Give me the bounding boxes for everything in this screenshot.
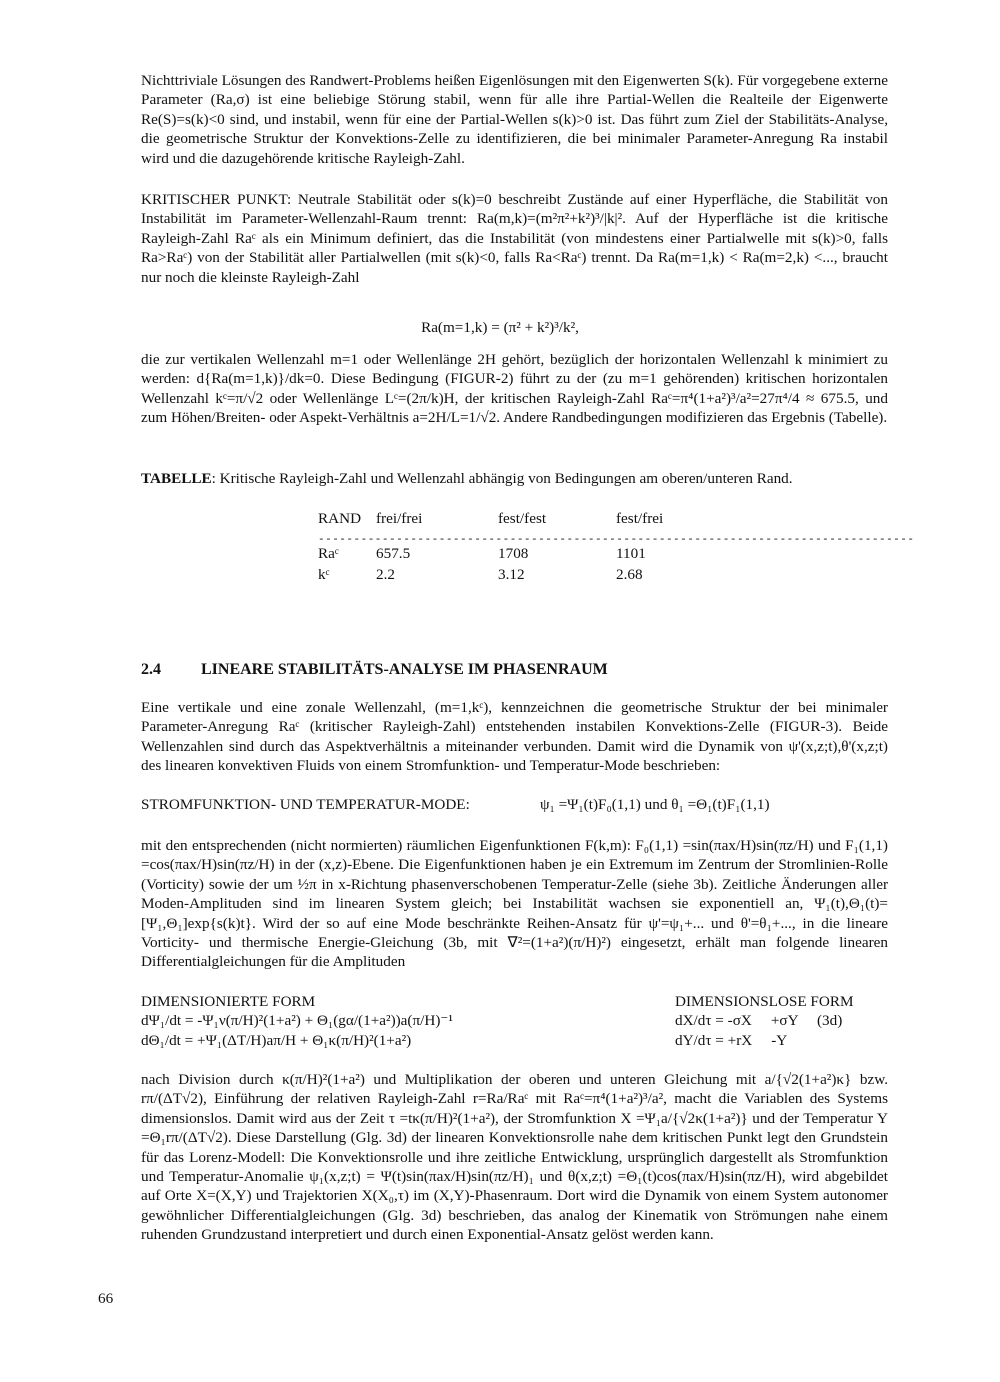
table-cell: 1708 (498, 544, 529, 562)
paragraph-text: die zur vertikalen Wellenzahl m=1 oder Wellenlänge 2H gehört, bezüglich der horizontalen Wellenzahl k minimiert zu werden: d{Ra(m=1,k)}/dk=0. Diese Bedingung (FIGUR-2) führt zu der (zu m=1 gehörenden) kritischen horizontalen Wellenzahl kᶜ=π/√2 oder Wellenlänge Lᶜ=(2π/k)H, der kritischen Rayleigh-Zahl Raᶜ=π⁴(1+a²)³/a²=27π⁴/4 ≈ 675.5, und zum Höhen/Breiten- oder Aspekt-Verhältnis a=2H/L=1/√2. Andere Randbedingungen modifizieren das Ergebnis (Tabelle). (141, 351, 888, 427)
paragraph-wavenumbers (141, 698, 888, 776)
paragraph-text: nach Division durch κ(π/H)²(1+a²) und Multiplikation der oberen und unteren Gleichung mit a/{√2(1+a²)κ} bzw. rπ/(ΔT√2), Einführung der relativen Rayleigh-Zahl r=Ra/Raᶜ mit Raᶜ=π⁴(1+a²)³/a², macht die Variablen des Systems dimensionslos. Damit wird aus der Zeit τ =tκ(π/H)²(1+a²), der Stromfunktion X =Ψ₁a/{√2κ(1+a²)} und der Temperatur Y =Θ₁rπ/(ΔT√2). Diese Darstellung (Glg. 3d) der linearen Konvektionsrolle nahe dem kritischen Punkt legt den Grundstein für das Lorenz-Modell: Die Konvektionsrolle und ihre zeitliche Entwicklung, ursprünglich dargestellt als Stromfunktion und Temperatur-Anomalie ψ₁(x,z;t) = Ψ(t)sin(πax/H)sin(πz/H)₁ und θ(x,z;t) =Θ₁(t)cos(πax/H)sin(πz/H), wird abgebildet auf Orte X=(X,Y) und Trajektorien X(X₀,τ) im (X,Y)-Phasenraum. Dort wird die Dynamik von einem System autonomer gewöhnlicher Differentialgleichungen (Glg. 3d) beschrieben, das analog der Kinematik von Strömungen nahe einem ruhenden Grundzustand interpretiert und durch einen Exponential-Ansatz gelöst werden kann. (141, 1071, 888, 1244)
table-cell: 657.5 (376, 544, 411, 562)
section-heading (141, 660, 608, 679)
paragraph-text: mit den entsprechenden (nicht normierten) räumlichen Eigenfunktionen F(k,m): F₀(1,1) =sin(πax/H)sin(πz/H) und F₁(1,1) =cos(πax/H)sin(πz/H) in der (x,z)-Ebene. Die Eigenfunktionen haben je ein Extremum im Zentrum der Stromlinien-Rolle (Vorticity) sowie der um ½π in x-Richtung phasenverschobenen Temperatur-Zelle (siehe 3b). Zeitliche Änderungen aller Moden-Amplituden sind im linearen System gleich; bei Instabilität wachsen sie exponentiell an, Ψ₁(t),Θ₁(t)= [Ψ₁,Θ₁]exp{s(k)t}. Wird der so auf eine Mode beschränkte Reihen-Ansatz für ψ'=ψ₁+... und θ'=θ₁+..., in die lineare Vorticity- und thermische Energie-Gleichung (3b, mit ∇²=(1+a²)(π/H)²) eingesetzt, erhält man folgende linearen Differentialgleichungen für die Amplituden (141, 837, 888, 971)
dimensionless-equation: dX/dτ = -σX +σY (3d) (675, 1012, 843, 1030)
paragraph-text: Nichttriviale Lösungen des Randwert-Problems heißen Eigenlösungen mit den Eigenwerten S(k). Für vorgegebene externe Parameter (Ra,σ) ist eine beliebige Störung stabil, wenn für alle ihre Partial-Wellen die Realteile der Eigenwerte Re(S)=s(k)<0 sind, und instabil, wenn für eine der Partial-Wellen s(k)>0 ist. Das führt zum Ziel der Stabilitäts-Analyse, die geometrische Struktur der Konvektions-Zelle zu identifizieren, die bei minimaler Parameter-Anregung Ra instabil wird und die dazugehörende kritische Rayleigh-Zahl. (141, 72, 888, 167)
table-header-cell: RAND (318, 509, 362, 527)
table-row (318, 564, 690, 585)
table-header-row (318, 508, 690, 529)
dimensional-equation: dΘ₁/dt = +Ψ₁(ΔT/H)aπ/H + Θ₁κ(π/H)²(1+a²) (141, 1031, 412, 1049)
paragraph-text: Eine vertikale und eine zonale Wellenzahl, (m=1,kᶜ), kennzeichnen die geometrische Struktur der bei minimaler Parameter-Anregung Raᶜ (kritischer Rayleigh-Zahl) entstehenden instabilen Konvektions-Zelle (FIGUR-3). Beide Wellenzahlen sind durch das Aspektverhältnis a miteinander verbunden. Damit wird die Dynamik von ψ'(x,z;t),θ'(x,z;t) des linearen konvektiven Fluids von einem Stromfunktion- und Temperatur-Mode beschrieben: (141, 699, 888, 775)
paragraph-eigenfunctions (141, 836, 888, 972)
table-cell: 1101 (616, 544, 646, 562)
table-cell: 2.2 (376, 565, 395, 583)
table-header-cell: frei/frei (376, 509, 423, 527)
formula-rayleigh: Ra(m=1,k) = (π² + k²)³/k², (421, 319, 579, 336)
table-header-cell: fest/fest (498, 509, 547, 527)
mode-label: STROMFUNKTION- UND TEMPERATUR-MODE: (141, 796, 470, 813)
table-cell: Raᶜ (318, 544, 339, 562)
section-title: LINEARE STABILITÄTS-ANALYSE IM PHASENRAUM (201, 661, 608, 678)
dimensionless-equations (675, 992, 853, 1050)
paragraph-eigenvalues (141, 71, 888, 168)
dimensionless-equation: dY/dτ = +rX -Y (675, 1031, 788, 1049)
table-label: TABELLE (141, 470, 212, 487)
dimensionless-heading: DIMENSIONSLOSE FORM (675, 993, 854, 1010)
table-divider: ------------------------------------------------------------------------------------ (318, 534, 915, 546)
table-cell: 2.68 (616, 565, 643, 583)
page-number: 66 (98, 1290, 114, 1307)
paragraph-minimization (141, 350, 888, 428)
section-number: 2.4 (141, 661, 161, 678)
table-caption-text: : Kritische Rayleigh-Zahl und Wellenzahl abhängig von Bedingungen am oberen/unteren Rand. (211, 470, 793, 487)
table-cell: kᶜ (318, 565, 330, 583)
mode-equation: ψ₁ =Ψ₁(t)F₀(1,1) und θ₁ =Θ₁(t)F₁(1,1) (540, 796, 770, 813)
dimensional-heading: DIMENSIONIERTE FORM (141, 993, 316, 1010)
dimensional-equations (141, 992, 453, 1050)
paragraph-text: KRITISCHER PUNKT: Neutrale Stabilität oder s(k)=0 beschreibt Zustände auf einer Hyperfläche, die Stabilität von Instabilität im Parameter-Wellenzahl-Raum trennt: Ra(m,k)=(m²π²+k²)³/|k|². Auf der Hyperfläche ist die kritische Rayleigh-Zahl Raᶜ als ein Minimum definiert, das die Instabilität (von mindestens einer Partialwelle mit s(k)>0, falls Ra>Raᶜ) von der Stabilität aller Partialwellen (mit s(k)<0, falls Ra<Raᶜ) trennt. Da Ra(m=1,k) < Ra(m=2,k) <..., braucht nur noch die kleinste Rayleigh-Zahl (141, 191, 888, 286)
table-caption (141, 469, 888, 488)
table-cell: 3.12 (498, 565, 525, 583)
table-header-cell: fest/frei (616, 509, 664, 527)
dimensional-equation: dΨ₁/dt = -Ψ₁ν(π/H)²(1+a²) + Θ₁(gα/(1+a²))a(π/H)⁻¹ (141, 1012, 453, 1030)
paragraph-critical-point (141, 190, 888, 287)
paragraph-lorenz (141, 1070, 888, 1245)
